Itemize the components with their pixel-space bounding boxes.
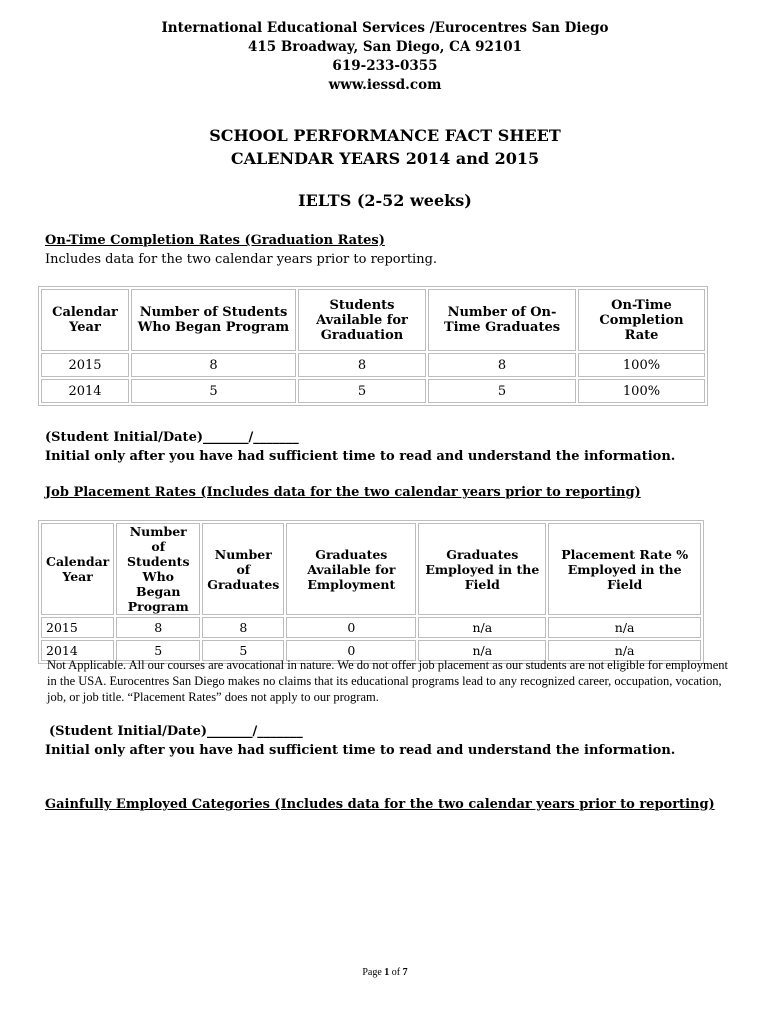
student-initial-line: (Student Initial/Date)_______/_______ [49, 724, 303, 739]
cell: n/a [548, 640, 701, 661]
cell: n/a [418, 617, 546, 638]
cell: 2014 [41, 640, 114, 661]
placement-note: Not Applicable. All our courses are avocational in nature. We do not offer job placement as our students are not eligible for employment in the USA. Eurocentres San Diego makes no claims that its educational programs lead to any recognized career, occupation, vocation, job, or job title. “Placement Rates” does not apply to our program. [47, 658, 728, 704]
cell: 2015 [41, 353, 129, 377]
col-completion-rate: On-Time Completion Rate [578, 289, 705, 351]
completion-header-row [41, 289, 705, 351]
of-label: of [391, 967, 401, 978]
table-row [41, 379, 705, 403]
cell: 8 [428, 353, 576, 377]
school-header [0, 19, 770, 95]
org-phone: 619-233-0355 [332, 58, 438, 74]
initial-instruction: Initial only after you have had sufficient time to read and understand the information. [45, 449, 676, 464]
col-calendar-year: Calendar Year [41, 523, 114, 615]
cell: 5 [116, 640, 200, 661]
completion-table [38, 286, 708, 406]
page-total: 7 [402, 967, 408, 978]
cell: 5 [202, 640, 284, 661]
doc-subtitle: CALENDAR YEARS 2014 and 2015 [230, 149, 540, 168]
cell: 0 [286, 640, 416, 661]
cell: 2015 [41, 617, 114, 638]
placement-heading: Job Placement Rates (Includes data for the two calendar years prior to reporting) [45, 485, 641, 500]
table-row [41, 617, 701, 638]
student-initial-line: (Student Initial/Date)_______/_______ [45, 430, 299, 445]
col-available-employment: Graduates Available for Employment [286, 523, 416, 615]
cell: 0 [286, 617, 416, 638]
col-calendar-year: Calendar Year [41, 289, 129, 351]
col-ontime-graduates: Number of On-Time Graduates [428, 289, 576, 351]
col-available-graduation: Students Available for Graduation [298, 289, 426, 351]
col-placement-rate: Placement Rate % Employed in the Field [548, 523, 701, 615]
cell: n/a [418, 640, 546, 661]
initial-instruction: Initial only after you have had sufficient time to read and understand the information. [45, 743, 676, 758]
gainful-heading: Gainfully Employed Categories (Includes data for the two calendar years prior to reporting) [45, 797, 715, 812]
page-footer [0, 967, 770, 978]
cell: 8 [116, 617, 200, 638]
completion-heading: On-Time Completion Rates (Graduation Rates) [45, 233, 385, 248]
cell: 8 [202, 617, 284, 638]
cell: 8 [298, 353, 426, 377]
placement-table [38, 520, 704, 664]
doc-title: SCHOOL PERFORMANCE FACT SHEET [209, 126, 561, 145]
page-label: Page [362, 967, 382, 978]
cell: 5 [131, 379, 296, 403]
cell: 8 [131, 353, 296, 377]
col-graduates: Number of Graduates [202, 523, 284, 615]
table-row [41, 353, 705, 377]
page-number: 1 [384, 967, 390, 978]
org-address: 415 Broadway, San Diego, CA 92101 [247, 39, 523, 55]
cell: 100% [578, 379, 705, 403]
col-employed-field: Graduates Employed in the Field [418, 523, 546, 615]
cell: 5 [428, 379, 576, 403]
cell: n/a [548, 617, 701, 638]
col-students-began: Number of Students Who Began Program [131, 289, 296, 351]
cell: 2014 [41, 379, 129, 403]
cell: 5 [298, 379, 426, 403]
program-title: IELTS (2-52 weeks) [298, 191, 472, 210]
col-students-began: Number of Students Who Began Program [116, 523, 200, 615]
placement-header-row [41, 523, 701, 615]
org-website: www.iessd.com [328, 77, 442, 93]
cell: 100% [578, 353, 705, 377]
completion-subtext: Includes data for the two calendar years prior to reporting. [45, 252, 438, 267]
org-name: International Educational Services /Eurocentres San Diego [161, 20, 609, 36]
